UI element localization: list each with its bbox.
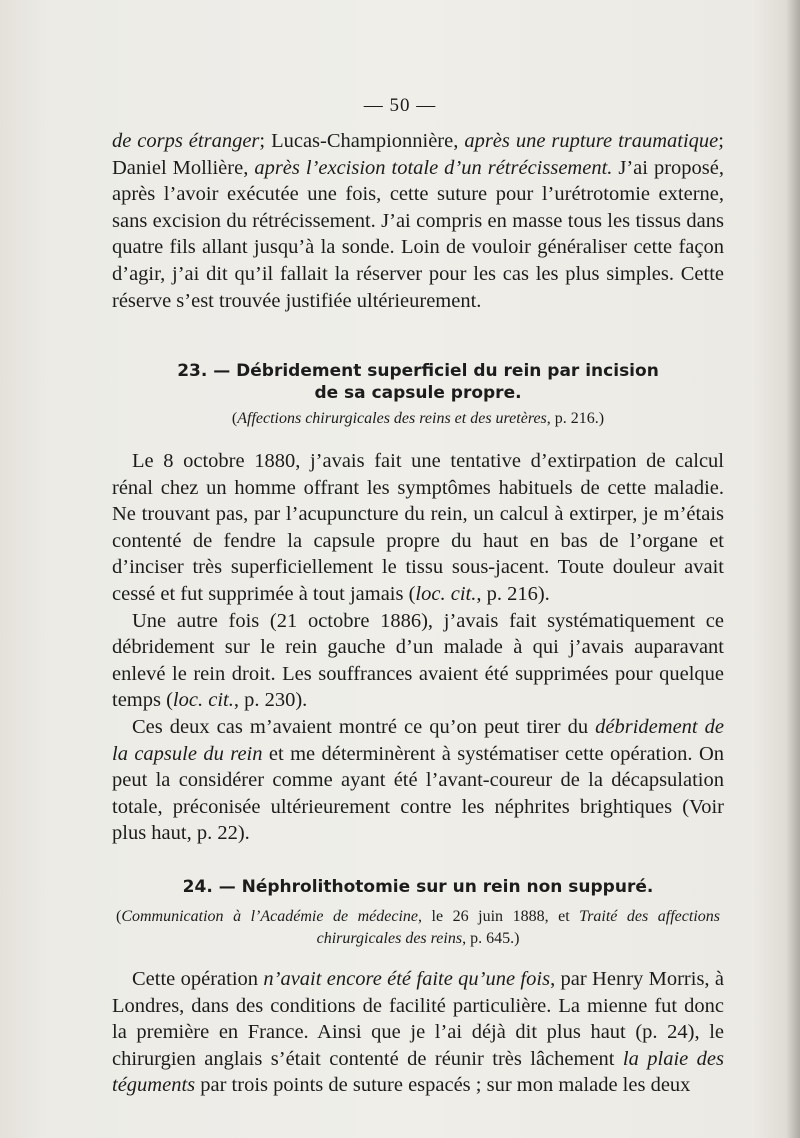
- italic-run: Traité des affections chirurgicales des reins: [316, 908, 720, 947]
- section-23-heading-line1: 23. — Débridement superficiel du rein par incision: [177, 361, 659, 381]
- page-number: — 50 —: [363, 95, 437, 116]
- italic-run: la plaie des téguments: [112, 1047, 724, 1097]
- text-run: Le 8 octobre 1880, j’avais fait une tentative d’extirpation de calcul rénal chez un homme offrant les symptômes habituels de cette maladie. Ne trouvant pas, par l’acupuncture du rein, un calcul à extirper, je m’étais contenté de fendre la capsule propre du haut en bas de l’organe et d’inciser très superficiellement le tissu sous-jacent. Toute douleur avait cessé et fut supprimée à tout jamais (: [112, 450, 724, 605]
- italic-run: Affections chirurgicales des reins et des uretères: [237, 410, 547, 427]
- text-run: , p. 645.): [462, 930, 520, 947]
- section-23-heading-line2: de sa capsule propre.: [314, 383, 522, 403]
- text-run: , par Henry Morris, à Londres, dans des conditions de facilité particulière. La mienne fut donc la première en France. Ainsi que je l’ai déjà dit plus haut (p. 24), le chirurgien anglais s’était contenté de réunir très lâchement: [112, 968, 724, 1070]
- text-run: Une autre fois (21 octobre 1886), j’avais fait systématiquement ce débridement sur le rein gauche d’un malade à qui j’avais auparavant enlevé le rein droit. Les souffrances avaient été supprimées pour quelque temps (: [112, 609, 724, 712]
- section-24-reference: [112, 906, 724, 950]
- section-23-heading: [112, 360, 724, 404]
- intro-block: [112, 128, 724, 314]
- section-23: [112, 360, 724, 847]
- text-run: par trois points de suture espacés ; sur mon malade les deux: [195, 1074, 691, 1097]
- text-run: , p. 230).: [233, 689, 308, 712]
- section-24-heading: 24. — Néphrolithotomie sur un rein non suppuré.: [182, 877, 654, 897]
- text-run: ; Daniel Mollière,: [112, 130, 724, 179]
- italic-run: loc. cit.: [172, 689, 234, 712]
- text-run: J’ai proposé, après l’avoir exécutée une fois, cette suture pour l’urétrotomie externe, sans excision du rétrécissement. J’ai compris en masse tous les tissus dans quatre fils allant jusqu’à la sonde. Loin de vouloir généraliser cette façon d’agir, j’ai dit qu’il fallait la réserver pour les cas les plus simples. Cette réserve s’est trouvée justifiée ultérieurement.: [112, 156, 724, 312]
- section-23-paragraph-1: [112, 448, 724, 608]
- section-24: [112, 876, 724, 1099]
- text-run: Ces deux cas m’avaient montré ce qu’on peut tirer du: [132, 715, 596, 738]
- text-run: , p. 216.): [546, 410, 605, 427]
- intro-paragraph: [112, 128, 724, 314]
- text-run: (: [231, 410, 238, 427]
- text-run: Cette opération: [132, 968, 264, 990]
- text-run: , le 26 juin 1888, et: [418, 908, 580, 925]
- section-23-paragraph-3: [112, 714, 724, 847]
- text-run: ; Lucas-Championnière,: [259, 130, 465, 152]
- text-run: (: [116, 908, 122, 925]
- section-23-reference: [112, 408, 724, 430]
- page-edge-shadow: [786, 0, 800, 1138]
- text-run: et me déterminèrent à systématiser cette opération. On peut la considérer comme ayant été l’avant-coureur de la décapsulation totale, préconisée ultérieurement contre les néphrites brightiques (Voir plus haut, p. 22).: [112, 742, 725, 845]
- section-23-paragraph-2: [112, 608, 724, 714]
- italic-run: débridement de la capsule du rein: [112, 715, 724, 765]
- italic-run: loc. cit.: [415, 582, 477, 605]
- text-run: , p. 216).: [476, 582, 550, 605]
- italic-run: après l’excision totale d’un rétrécissement.: [254, 156, 613, 179]
- italic-run: Communication à l’Académie de médecine: [121, 908, 419, 925]
- italic-run: n’avait encore été faite qu’une fois: [263, 968, 551, 990]
- italic-run: après une rupture traumatique: [464, 130, 719, 152]
- italic-run: de corps étranger: [112, 130, 260, 152]
- section-24-paragraph: [112, 966, 724, 1099]
